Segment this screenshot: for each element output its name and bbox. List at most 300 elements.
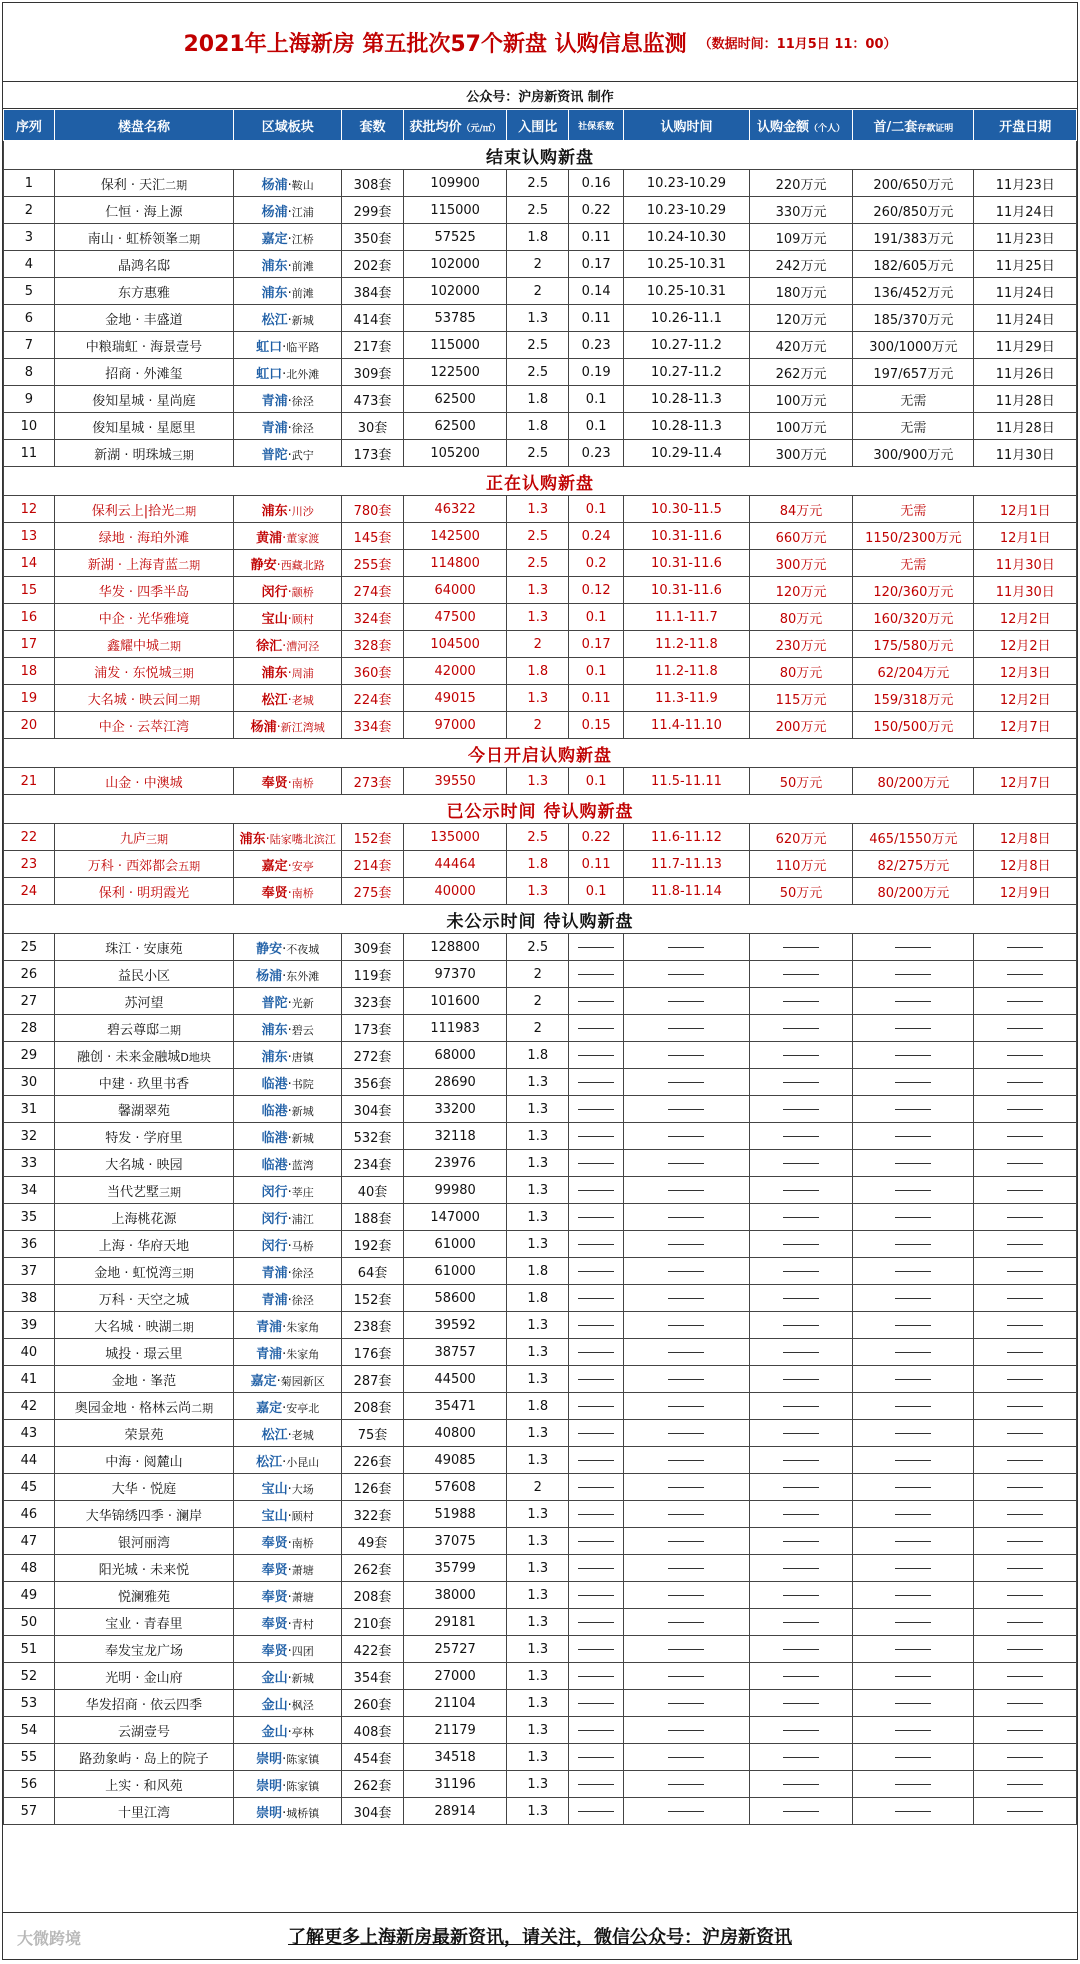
cell-amount (749, 1447, 853, 1474)
cell-units: 299套 (342, 197, 404, 224)
area-separator: · (287, 775, 292, 791)
project-name: 中海 · 阅麓山 (105, 1454, 183, 1470)
cell-amount (749, 988, 853, 1015)
cell-index: 29 (4, 1042, 55, 1069)
empty-dash (668, 1487, 704, 1488)
cell-down (853, 1447, 974, 1474)
empty-dash (783, 1244, 819, 1245)
cell-social: 0.1 (569, 878, 624, 905)
district: 闵行 (261, 1184, 288, 1200)
empty-dash (1007, 1622, 1043, 1623)
cell-name (54, 1312, 234, 1339)
cell-area (234, 1717, 342, 1744)
empty-dash (895, 1784, 931, 1785)
cell-time: 10.26-11.1 (624, 305, 750, 332)
cell-time (624, 1123, 750, 1150)
cell-amount: 220万元 (749, 170, 853, 197)
cell-area (234, 1393, 342, 1420)
cell-time: 11.2-11.8 (624, 631, 750, 658)
district: 普陀 (261, 447, 288, 463)
project-name: 大名城 · 映湖 (94, 1319, 172, 1335)
cell-price: 40000 (403, 878, 507, 905)
project-name: 上实 · 和风苑 (105, 1778, 183, 1794)
project-phase: 二期 (158, 1023, 181, 1037)
project-name: 苏河望 (124, 995, 164, 1011)
cell-area (234, 1582, 342, 1609)
cell-social (569, 1798, 624, 1825)
plate: 萧塘 (291, 1563, 314, 1577)
cell-amount (749, 1744, 853, 1771)
table-row (4, 631, 1077, 658)
cell-units: 473套 (342, 386, 404, 413)
cell-name (54, 1258, 234, 1285)
empty-dash (783, 1784, 819, 1785)
cell-social: 0.19 (569, 359, 624, 386)
table-row (4, 1636, 1077, 1663)
cell-time: 11.1-11.7 (624, 604, 750, 631)
cell-area (234, 961, 342, 988)
cell-open (974, 1744, 1077, 1771)
cell-open: 11月25日 (974, 251, 1077, 278)
empty-dash (668, 1190, 704, 1191)
project-name: 大名城 · 映园 (105, 1157, 183, 1173)
cell-price: 57608 (403, 1474, 507, 1501)
empty-dash (783, 1163, 819, 1164)
empty-dash (668, 1811, 704, 1812)
cell-down (853, 988, 974, 1015)
cell-amount: 120万元 (749, 305, 853, 332)
empty-dash (783, 1055, 819, 1056)
cell-ratio: 1.8 (507, 1042, 569, 1069)
cell-units: 226套 (342, 1447, 404, 1474)
table-row (4, 685, 1077, 712)
cell-open (974, 934, 1077, 961)
plate: 南桥 (291, 1536, 314, 1550)
cell-index: 11 (4, 440, 55, 467)
district: 虹口 (256, 366, 283, 382)
cell-price: 68000 (403, 1042, 507, 1069)
cell-social: 0.16 (569, 170, 624, 197)
empty-dash (783, 1433, 819, 1434)
cell-time (624, 1096, 750, 1123)
cell-price: 122500 (403, 359, 507, 386)
district: 青浦 (261, 1292, 288, 1308)
cell-open: 12月3日 (974, 658, 1077, 685)
cell-ratio: 1.3 (507, 878, 569, 905)
project-name: 十里江湾 (117, 1805, 170, 1821)
data-time-note: （数据时间：11月5日 11：00） (698, 36, 897, 52)
cell-amount: 242万元 (749, 251, 853, 278)
cell-area (234, 413, 342, 440)
area-separator: · (287, 1157, 292, 1173)
empty-dash (783, 1325, 819, 1326)
cell-units: 780套 (342, 496, 404, 523)
cell-social (569, 1528, 624, 1555)
cell-down (853, 1771, 974, 1798)
cell-price: 39592 (403, 1312, 507, 1339)
district: 虹口 (256, 339, 283, 355)
cell-area (234, 1285, 342, 1312)
district: 奉贤 (261, 885, 288, 901)
plate: 武宁 (291, 448, 314, 462)
plate: 新城 (291, 313, 314, 327)
project-phase: 三期 (171, 666, 194, 680)
cell-amount: 300万元 (749, 550, 853, 577)
project-name: 大华锦绣四季 · 澜岸 (85, 1508, 203, 1524)
area-separator: · (287, 1049, 292, 1065)
cell-ratio: 1.3 (507, 1501, 569, 1528)
cell-open (974, 1285, 1077, 1312)
plate: 陈家镇 (286, 1779, 320, 1793)
area-separator: · (287, 885, 292, 901)
district: 奉贤 (261, 1643, 288, 1659)
plate: 鞍山 (291, 178, 314, 192)
empty-dash (668, 947, 704, 948)
cell-index: 28 (4, 1015, 55, 1042)
district: 奉贤 (261, 1616, 288, 1632)
cell-social: 0.14 (569, 278, 624, 305)
cell-open (974, 1015, 1077, 1042)
cell-units: 30套 (342, 413, 404, 440)
plate: 安亭北 (286, 1401, 320, 1415)
project-name: 华发 · 四季半岛 (98, 584, 190, 600)
empty-dash (1007, 1352, 1043, 1353)
cell-area (234, 1150, 342, 1177)
cell-ratio: 1.8 (507, 413, 569, 440)
cell-index: 54 (4, 1717, 55, 1744)
district: 金山 (261, 1670, 288, 1686)
cell-price: 38000 (403, 1582, 507, 1609)
plate: 新城 (291, 1131, 314, 1145)
area-separator: · (287, 447, 292, 463)
table-row (4, 523, 1077, 550)
empty-dash (1007, 1676, 1043, 1677)
area-separator: · (282, 1751, 287, 1767)
cell-name (54, 577, 234, 604)
area-separator: · (287, 1292, 292, 1308)
cell-time (624, 1474, 750, 1501)
cell-index: 38 (4, 1285, 55, 1312)
district: 松江 (261, 1427, 288, 1443)
cell-price: 97000 (403, 712, 507, 739)
cell-price: 147000 (403, 1204, 507, 1231)
cell-social: 0.11 (569, 305, 624, 332)
producer-line: 公众号：沪房新资讯 制作 (3, 82, 1077, 109)
cell-ratio: 1.3 (507, 496, 569, 523)
cell-index: 10 (4, 413, 55, 440)
empty-dash (1007, 1163, 1043, 1164)
cell-amount: 100万元 (749, 386, 853, 413)
cell-index: 35 (4, 1204, 55, 1231)
empty-dash (783, 1271, 819, 1272)
table-row (4, 961, 1077, 988)
empty-dash (895, 1001, 931, 1002)
cell-social (569, 1420, 624, 1447)
cell-name (54, 1393, 234, 1420)
area-separator: · (287, 1184, 292, 1200)
cell-area (234, 305, 342, 332)
cell-index: 49 (4, 1582, 55, 1609)
cell-open: 11月23日 (974, 170, 1077, 197)
empty-dash (1007, 1001, 1043, 1002)
empty-dash (668, 1325, 704, 1326)
plate: 小昆山 (286, 1455, 320, 1469)
cell-amount (749, 1339, 853, 1366)
plate: 南桥 (291, 776, 314, 790)
empty-dash (1007, 1190, 1043, 1191)
cell-ratio: 1.3 (507, 1555, 569, 1582)
empty-dash (783, 1217, 819, 1218)
empty-dash (668, 1757, 704, 1758)
table-row (4, 1663, 1077, 1690)
cell-down (853, 1339, 974, 1366)
cell-price: 111983 (403, 1015, 507, 1042)
cell-price: 57525 (403, 224, 507, 251)
cell-open: 11月24日 (974, 305, 1077, 332)
cell-time (624, 1420, 750, 1447)
cell-index: 20 (4, 712, 55, 739)
cell-area (234, 440, 342, 467)
area-separator: · (287, 1535, 292, 1551)
cell-index: 9 (4, 386, 55, 413)
cell-index: 34 (4, 1177, 55, 1204)
header-row (4, 110, 1077, 141)
cell-ratio: 1.3 (507, 1798, 569, 1825)
cell-index: 17 (4, 631, 55, 658)
empty-dash (578, 1379, 614, 1380)
cell-ratio: 2 (507, 988, 569, 1015)
cell-open (974, 1339, 1077, 1366)
empty-dash (1007, 1784, 1043, 1785)
district: 青浦 (256, 1346, 283, 1362)
empty-dash (783, 1028, 819, 1029)
cell-price: 61000 (403, 1258, 507, 1285)
cell-amount (749, 1798, 853, 1825)
cell-price: 104500 (403, 631, 507, 658)
cell-amount: 115万元 (749, 685, 853, 712)
cell-amount (749, 1555, 853, 1582)
empty-dash (895, 1433, 931, 1434)
empty-dash (895, 1190, 931, 1191)
section-title: 正在认购新盘 (4, 467, 1077, 496)
cell-price: 34518 (403, 1744, 507, 1771)
cell-down: 无需 (853, 496, 974, 523)
empty-dash (578, 974, 614, 975)
table-row (4, 1393, 1077, 1420)
empty-dash (1007, 1514, 1043, 1515)
project-name: 晶鸿名邸 (117, 258, 170, 274)
cell-amount: 100万元 (749, 413, 853, 440)
cell-time: 10.29-11.4 (624, 440, 750, 467)
cell-area (234, 386, 342, 413)
area-separator: · (287, 1562, 292, 1578)
empty-dash (668, 1379, 704, 1380)
area-separator: · (282, 1400, 287, 1416)
project-name: 九庐 (119, 831, 146, 847)
cell-price: 39550 (403, 768, 507, 795)
cell-open (974, 1663, 1077, 1690)
section-title: 未公示时间 待认购新盘 (4, 905, 1077, 934)
project-name: 东方惠雅 (117, 285, 170, 301)
cell-units: 309套 (342, 359, 404, 386)
cell-ratio: 1.3 (507, 1420, 569, 1447)
cell-amount: 109万元 (749, 224, 853, 251)
table-row (4, 1798, 1077, 1825)
plate: 青村 (291, 1617, 314, 1631)
cell-open (974, 1447, 1077, 1474)
empty-dash (668, 1730, 704, 1731)
cell-ratio: 1.3 (507, 1636, 569, 1663)
table-row (4, 1528, 1077, 1555)
cell-time (624, 1339, 750, 1366)
empty-dash (578, 1109, 614, 1110)
empty-dash (895, 1136, 931, 1137)
table-row (4, 1474, 1077, 1501)
cell-ratio: 1.8 (507, 658, 569, 685)
empty-dash (1007, 1433, 1043, 1434)
district: 崇明 (256, 1805, 283, 1821)
empty-dash (668, 1028, 704, 1029)
plate: 颛桥 (291, 585, 314, 599)
area-separator: · (282, 1454, 287, 1470)
district: 闵行 (261, 1238, 288, 1254)
empty-dash (578, 1082, 614, 1083)
cell-time: 10.27-11.2 (624, 332, 750, 359)
plate: 江桥 (291, 232, 314, 246)
empty-dash (668, 1433, 704, 1434)
project-phase: 三期 (145, 832, 168, 846)
district: 崇明 (256, 1751, 283, 1767)
cell-social: 0.23 (569, 332, 624, 359)
cell-name (54, 332, 234, 359)
plate: 莘庄 (291, 1185, 314, 1199)
cell-index: 22 (4, 824, 55, 851)
cell-time: 10.31-11.6 (624, 577, 750, 604)
header-ratio: 入围比 (507, 110, 569, 141)
cell-area (234, 768, 342, 795)
cell-price: 97370 (403, 961, 507, 988)
cell-amount (749, 1069, 853, 1096)
cell-down: 182/605万元 (853, 251, 974, 278)
cell-units: 217套 (342, 332, 404, 359)
header-amount-label: 认购金额 (757, 119, 810, 135)
cell-area (234, 824, 342, 851)
district: 静安 (250, 557, 277, 573)
project-phase: 二期 (174, 504, 197, 518)
district: 青浦 (261, 1265, 288, 1281)
cell-units: 308套 (342, 170, 404, 197)
cell-down: 120/360万元 (853, 577, 974, 604)
cell-amount: 660万元 (749, 523, 853, 550)
empty-dash (1007, 1217, 1043, 1218)
empty-dash (895, 1028, 931, 1029)
cell-index: 32 (4, 1123, 55, 1150)
cell-down: 无需 (853, 413, 974, 440)
area-separator: · (282, 638, 287, 654)
table-row (4, 413, 1077, 440)
cell-price: 29181 (403, 1609, 507, 1636)
cell-amount (749, 934, 853, 961)
cell-price: 53785 (403, 305, 507, 332)
cell-amount (749, 1015, 853, 1042)
cell-social (569, 1096, 624, 1123)
cell-amount: 50万元 (749, 768, 853, 795)
cell-units: 214套 (342, 851, 404, 878)
cell-name (54, 496, 234, 523)
empty-dash (578, 1649, 614, 1650)
empty-dash (1007, 1379, 1043, 1380)
area-separator: · (287, 312, 292, 328)
cell-units: 210套 (342, 1609, 404, 1636)
cell-amount (749, 1717, 853, 1744)
project-name: 中企 · 云萃江湾 (98, 719, 190, 735)
plate: 徐泾 (291, 1293, 314, 1307)
cell-index: 31 (4, 1096, 55, 1123)
cell-price: 44500 (403, 1366, 507, 1393)
cell-area (234, 550, 342, 577)
plate: 新江湾城 (280, 720, 325, 734)
empty-dash (578, 1433, 614, 1434)
cell-area (234, 1015, 342, 1042)
empty-dash (668, 1595, 704, 1596)
district: 浦东 (261, 665, 288, 681)
cell-social: 0.23 (569, 440, 624, 467)
cell-down (853, 1150, 974, 1177)
cell-units: 287套 (342, 1366, 404, 1393)
empty-dash (895, 1325, 931, 1326)
plate: 城桥镇 (286, 1806, 320, 1820)
project-phase: D地块 (180, 1050, 211, 1064)
cell-amount (749, 1204, 853, 1231)
cell-index: 14 (4, 550, 55, 577)
empty-dash (578, 1811, 614, 1812)
table-row (4, 1258, 1077, 1285)
empty-dash (1007, 947, 1043, 948)
table-row (4, 386, 1077, 413)
cell-index: 40 (4, 1339, 55, 1366)
plate: 陈家镇 (286, 1752, 320, 1766)
cell-area (234, 1312, 342, 1339)
cell-area (234, 1798, 342, 1825)
cell-down: 62/204万元 (853, 658, 974, 685)
cell-time (624, 1663, 750, 1690)
table-row (4, 1501, 1077, 1528)
cell-down: 160/320万元 (853, 604, 974, 631)
cell-name (54, 851, 234, 878)
area-separator: · (282, 366, 287, 382)
cell-open (974, 1393, 1077, 1420)
empty-dash (895, 1514, 931, 1515)
district: 浦东 (261, 1049, 288, 1065)
table-row (4, 1609, 1077, 1636)
cell-name (54, 631, 234, 658)
cell-open (974, 1231, 1077, 1258)
cell-social (569, 1123, 624, 1150)
empty-dash (578, 1190, 614, 1191)
cell-social (569, 961, 624, 988)
cell-area (234, 1042, 342, 1069)
plate: 书院 (291, 1077, 314, 1091)
project-name: 城投 · 璟云里 (105, 1346, 183, 1362)
district: 临港 (261, 1157, 288, 1173)
empty-dash (895, 1055, 931, 1056)
cell-units: 173套 (342, 440, 404, 467)
empty-dash (783, 1622, 819, 1623)
cell-price: 46322 (403, 496, 507, 523)
watermark: 大微跨境 (17, 1929, 82, 1948)
header-amount-unit: （个人） (809, 123, 846, 134)
empty-dash (1007, 974, 1043, 975)
